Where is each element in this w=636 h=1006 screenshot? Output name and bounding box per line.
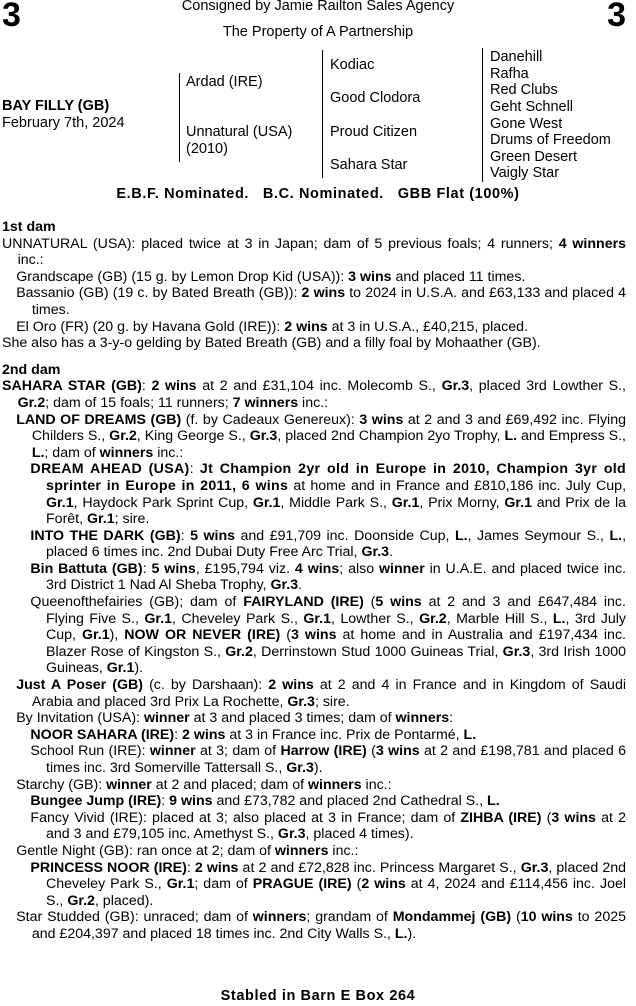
progeny-queenofthefairies: Queenofthefairies (GB); dam of FAIRYLAND (IRE) (5 wins at 2 and 3 and £647,484 inc. Flying Five S., Gr.1, Cheveley Park S., Gr.1, Lowther S., Gr.2, Marble Hill S., L., 3rd July Cup, Gr.1), NOW OR NEVER (IRE) (3 wins at home and in Australia and £197,434 inc. Blazer Rose of Kingston S., Gr.2, Derrinstown Stud 1000 Guineas Trial, Gr.3, 3rd Irish 1000 Guineas, Gr.1). xyxy=(30,594,627,677)
nominations: E.B.F. Nominated. B.C. Nominated. GBB Flat (100%) xyxy=(116,186,520,202)
first-dam-heading: 1st dam xyxy=(2,219,56,235)
first-dam-entry: UNNATURAL (USA): placed twice at 3 in Japan; dam of 5 previous foals; 4 runners; 4 winners inc.: xyxy=(2,235,627,269)
progeny-just-a-poser: Just A Poser (GB) (c. by Darshaan): 2 wins at 2 and 4 in France and in Kingdom of Saudi Arabia and placed 3rd Prix La Rochette, Gr.3; sire. xyxy=(16,677,626,710)
progeny-school-run: School Run (IRE): winner at 3; dam of Harrow (IRE) (3 wins at 2 and £198,781 and placed 6 times inc. 3rd Somerville Tattersall S., Gr.3). xyxy=(30,743,626,776)
stabling-footer: Stabled in Barn E Box 264 xyxy=(220,988,416,1004)
progeny-star-studded: Star Studded (GB): unraced; dam of winners; grandam of Mondammej (GB) (10 wins to 2025 and £204,397 and placed 18 times inc. 2nd City Walls S., L.). xyxy=(16,909,626,942)
sire-dam: Good Clodora xyxy=(330,90,421,106)
sire-sire: Kodiac xyxy=(330,57,375,73)
consignor: Consigned by Jamie Railton Sales Agency xyxy=(181,0,455,14)
pedigree-line-1 xyxy=(179,73,180,162)
gen3-1: Danehill xyxy=(490,49,543,65)
dam: Unnatural (USA) xyxy=(186,124,293,140)
progeny-noor-sahara: NOOR SAHARA (IRE): 2 wins at 3 in France inc. Prix de Pontarmé, L. xyxy=(30,726,477,743)
property-line: The Property of A Partnership xyxy=(222,24,414,40)
progeny-land-of-dreams: LAND OF DREAMS (GB) (f. by Cadeaux Genereux): 3 wins at 2 and 3 and £69,492 inc. Flying Childers S., Gr.2, King George S., Gr.3, placed 2nd Champion 2yo Trophy, L. and Empress S., L.; dam of winners inc.: xyxy=(16,411,626,461)
pedigree-line-3 xyxy=(482,48,483,182)
gen3-2: Rafha xyxy=(490,66,529,82)
progeny-starchy: Starchy (GB): winner at 2 and placed; dam of winners inc.: xyxy=(16,776,392,793)
progeny-dream-ahead: DREAM AHEAD (USA): Jt Champion 2yr old in Europe in 2010, Champion 3yr old sprinter in Europe in 2011, 6 wins at home and in France and £810,186 inc. July Cup, Gr.1, Haydock Park Sprint Cup, Gr.1, Middle Park S., Gr.1, Prix Morny, Gr.1 and Prix de la Forêt, Gr.1; sire. xyxy=(30,461,627,528)
lot-number-left: 3 xyxy=(2,0,21,34)
sire: Ardad (IRE) xyxy=(186,74,263,90)
gen3-5: Gone West xyxy=(490,116,563,132)
gen3-7: Green Desert xyxy=(490,149,578,165)
dam-year: (2010) xyxy=(186,141,228,157)
horse-name: BAY FILLY (GB) xyxy=(2,98,110,114)
gen3-6: Drums of Freedom xyxy=(490,132,611,148)
gen3-8: Vaigly Star xyxy=(490,165,560,181)
progeny-by-invitation: By Invitation (USA): winner at 3 and placed 3 times; dam of winners: xyxy=(16,710,454,727)
progeny-bassanio: Bassanio (GB) (19 c. by Bated Breath (GB)): 2 wins to 2024 in U.S.A. and £63,133 and placed 4 times. xyxy=(16,285,626,318)
second-dam-entry: SAHARA STAR (GB): 2 wins at 2 and £31,104 inc. Molecomb S., Gr.3, placed 3rd Lowther S., Gr.2; dam of 15 foals; 11 runners; 7 winners inc.: xyxy=(2,378,626,411)
progeny-grandscape: Grandscape (GB) (15 g. by Lemon Drop Kid (USA)): 3 wins and placed 11 times. xyxy=(16,268,526,285)
progeny-princess-noor: PRINCESS NOOR (IRE): 2 wins at 2 and £72,828 inc. Princess Margaret S., Gr.3, placed 2nd Cheveley Park S., Gr.1; dam of PRAGUE (IRE) (2 wins at 4, 2024 and £114,456 inc. Joel S., Gr.2, placed). xyxy=(30,859,627,909)
catalogue-body xyxy=(2,219,626,943)
lot-number-right: 3 xyxy=(607,0,626,34)
gen3-4: Geht Schnell xyxy=(490,99,574,115)
progeny-bungee-jump: Bungee Jump (IRE): 9 wins and £73,782 and placed 2nd Cathedral S., L. xyxy=(30,793,500,810)
dam-dam: Sahara Star xyxy=(330,157,408,173)
progeny-fancy-vivid: Fancy Vivid (IRE): placed at 3; also placed at 3 in France; dam of ZIHBA (IRE) (3 wins at 2 and 3 and £79,105 inc. Amethyst S., Gr.3, placed 4 times). xyxy=(30,809,626,843)
dam-sire: Proud Citizen xyxy=(330,124,418,140)
gen3-3: Red Clubs xyxy=(490,82,558,98)
pedigree-line-2 xyxy=(322,50,323,178)
progeny-el-oro: El Oro (FR) (20 g. by Havana Gold (IRE)): 2 wins at 3 in U.S.A., £40,215, placed. xyxy=(16,318,528,335)
first-dam-other-foals: She also has a 3-y-o gelding by Bated Breath (GB) and a filly foal by Mohaather (GB). xyxy=(2,335,541,352)
progeny-gentle-night: Gentle Night (GB): ran once at 2; dam of winners inc.: xyxy=(16,842,359,859)
progeny-into-the-dark: INTO THE DARK (GB): 5 wins and £91,709 inc. Doonside Cup, L., James Seymour S., L., placed 6 times inc. 2nd Dubai Duty Free Arc Trial, Gr.3. xyxy=(30,527,627,561)
second-dam-heading: 2nd dam xyxy=(2,361,61,378)
foaling-date: February 7th, 2024 xyxy=(2,115,125,131)
progeny-bin-battuta: Bin Battuta (GB): 5 wins, £195,794 viz. 4 wins; also winner in U.A.E. and placed twice inc. 3rd District 1 Nad Al Sheba Trophy, Gr.3. xyxy=(30,560,627,594)
